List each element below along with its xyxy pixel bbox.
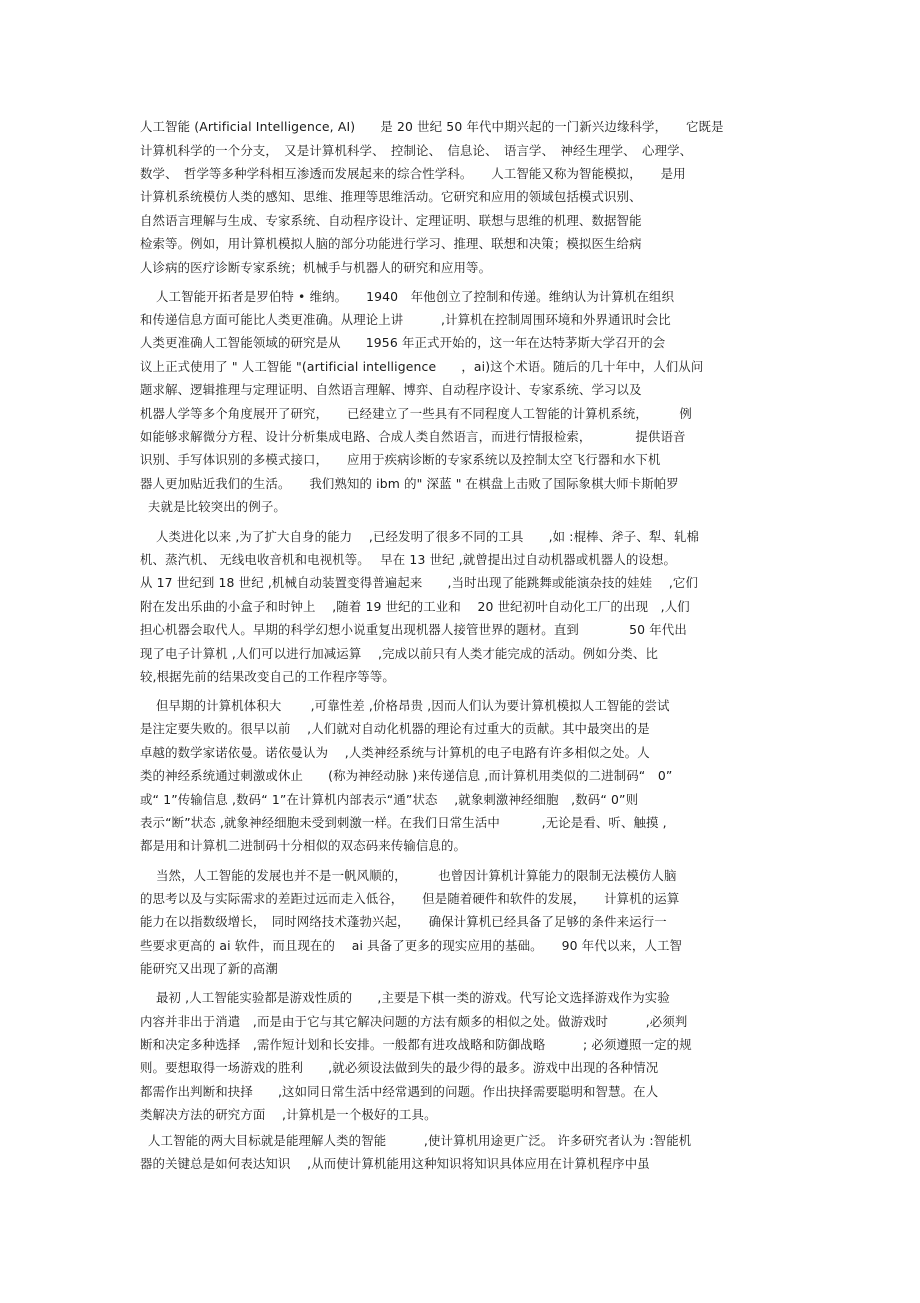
text-line: 机器人学等多个角度展开了研究， 已经建立了一些具有不同程度人工智能的计算机系统， 例 [140, 406, 692, 421]
text-line: 担心机器会取代人。早期的科学幻想小说重复出现机器人接管世界的题材。直到 50 年代出 [140, 622, 687, 637]
text-line: 夫就是比较突出的例子。 [148, 499, 286, 514]
text-line: 人工智能开拓者是罗伯特 • 维纳。 1940 年他创立了控制和传递。维纳认为计算机在组织 [156, 289, 675, 304]
text-line: 人工智能 (Artificial Intelligence, AI) 是 20 世纪 50 年代中期兴起的一门新兴边缘科学， 它既是 [140, 119, 724, 134]
text-line: 都需作出判断和抉择 ,这如同日常生活中经常遇到的问题。作出抉择需要聪明和智慧。在人 [140, 1084, 659, 1099]
text-line: 人诊病的医疗诊断专家系统；机械手与机器人的研究和应用等。 [140, 260, 492, 275]
text-line: 议上正式使用了 " 人工智能 "(artificial intelligence ，ai)这个术语。随后的几十年中，人们从问 [140, 359, 704, 374]
text-line: 但早期的计算机体积大 ,可靠性差 ,价格昂贵 ,因而人们认为要计算机模拟人工智能的尝试 [156, 698, 670, 713]
text-line: 能力在以指数级增长， 同时网络技术蓬勃兴起， 确保计算机已经具备了足够的条件来运行一 [140, 914, 667, 929]
text-line: 如能够求解微分方程、设计分析集成电路、合成人类自然语言，而进行情报检索， 提供语音 [140, 429, 686, 444]
text-line: 卓越的数学家诺依曼。诺依曼认为 ,人类神经系统与计算机的电子电路有许多相似之处。人 [140, 745, 650, 760]
text-line: 最初 ,人工智能实验都是游戏性质的 ,主要是下棋一类的游戏。代写论文选择游戏作为实验 [156, 990, 670, 1005]
text-line: 自然语言理解与生成、专家系统、自动程序设计、定理证明、联想与思维的机理、数据智能 [140, 213, 642, 228]
text-line: 识别、手写体识别的多模式接口， 应用于疾病诊断的专家系统以及控制太空飞行器和水下机 [140, 452, 661, 467]
text-line: 则。要想取得一场游戏的胜利 ,就必须设法做到失的最少得的最多。游戏中出现的各种情况 [140, 1060, 659, 1075]
text-line: 都是用和计算机二进制码十分相似的双态码来传输信息的。 [140, 838, 467, 853]
text-line: 人工智能的两大目标就是能理解人类的智能 ,使计算机用途更广泛。 许多研究者认为 :智能机 [148, 1133, 692, 1148]
text-line: 或“ 1”传输信息 ,数码“ 1”在计算机内部表示“通”状态 ,就象刺激神经细胞 ,数码“ 0”则 [140, 792, 639, 807]
text-line: 表示“断”状态 ,就象神经细胞未受到刺激一样。在我们日常生活中 ,无论是看、听、触摸 , [140, 815, 667, 830]
text-line: 内容并非出于消遣 ,而是由于它与其它解决问题的方法有颇多的相似之处。做游戏时 ,必须判 [140, 1014, 688, 1029]
text-line: 计算机系统模仿人类的感知、思维、推理等思维活动。它研究和应用的领域包括模式识别、 [140, 189, 642, 204]
text-line: 是注定要失败的。很早以前 ,人们就对自动化机器的理论有过重大的贡献。其中最突出的是 [140, 721, 650, 736]
text-line: 题求解、逻辑推理与定理证明、自然语言理解、博弈、自动程序设计、专家系统、学习以及 [140, 382, 642, 397]
text-line: 和传递信息方面可能比人类更准确。从理论上讲 ,计算机在控制周围环境和外界通讯时会比 [140, 312, 671, 327]
text-line: 计算机科学的一个分支， 又是计算机科学、 控制论、 信息论、 语言学、 神经生理学、 心理学、 [140, 143, 693, 158]
text-line: 机、蒸汽机、 无线电收音机和电视机等。 早在 13 世纪 ,就曾提出过自动机器或机器人的设想。 [140, 552, 677, 567]
text-line: 较,根据先前的结果改变自己的工作程序等等。 [140, 669, 395, 684]
text-line: 器的关键总是如何表达知识 ,从而使计算机能用这种知识将知识具体应用在计算机程序中虽 [140, 1156, 650, 1171]
text-line: 附在发出乐曲的小盒子和时钟上 ,随着 19 世纪的工业和 20 世纪初叶自动化工厂的出现 ,人们 [140, 599, 690, 614]
text-line: 数学、 哲学等多种学科相互渗透而发展起来的综合性学科。 人工智能又称为智能模拟， 是用 [140, 166, 686, 181]
text-line: 类的神经系统通过刺激或休止 (称为神经动脉 )来传递信息 ,而计算机用类似的二进制码“ 0” [140, 768, 673, 783]
text-line: 现了电子计算机 ,人们可以进行加减运算 ,完成以前只有人类才能完成的活动。例如分类、比 [140, 646, 658, 661]
text-line: 的思考以及与实际需求的差距过远而走入低谷， 但是随着硬件和软件的发展， 计算机的运算 [140, 891, 680, 906]
text-line: 断和决定多种选择 ,需作短计划和长安排。一般都有进攻战略和防御战略 ; 必须遵照一定的规 [140, 1037, 692, 1052]
text-line: 检索等。例如，用计算机模拟人脑的部分功能进行学习、推理、联想和决策；模拟医生给病 [140, 236, 642, 251]
text-line: 能研究又出现了新的高潮 [140, 961, 278, 976]
text-line: 从 17 世纪到 18 世纪 ,机械自动装置变得普遍起来 ,当时出现了能跳舞或能演杂技的娃娃 ,它们 [140, 575, 699, 590]
text-line: 器人更加贴近我们的生活。 我们熟知的 ibm 的" 深蓝 " 在棋盘上击败了国际象棋大师卡斯帕罗 [140, 476, 679, 491]
text-line: 人类更准确人工智能领域的研究是从 1956 年正式开始的，这一年在达特茅斯大学召开的会 [140, 335, 666, 350]
text-line: 人类进化以来 ,为了扩大自身的能力 ,已经发明了很多不同的工具 ,如 :棍棒、斧子、犁、轧棉 [156, 529, 700, 544]
text-line: 类解决方法的研究方面 ,计算机是一个极好的工具。 [140, 1107, 437, 1122]
text-line: 当然，人工智能的发展也并不是一帆风顺的， 也曾因计算机计算能力的限制无法模仿人脑 [156, 868, 677, 883]
text-line: 些要求更高的 ai 软件，而且现在的 ai 具备了更多的现实应用的基础。 90 年代以来，人工智 [140, 938, 683, 953]
